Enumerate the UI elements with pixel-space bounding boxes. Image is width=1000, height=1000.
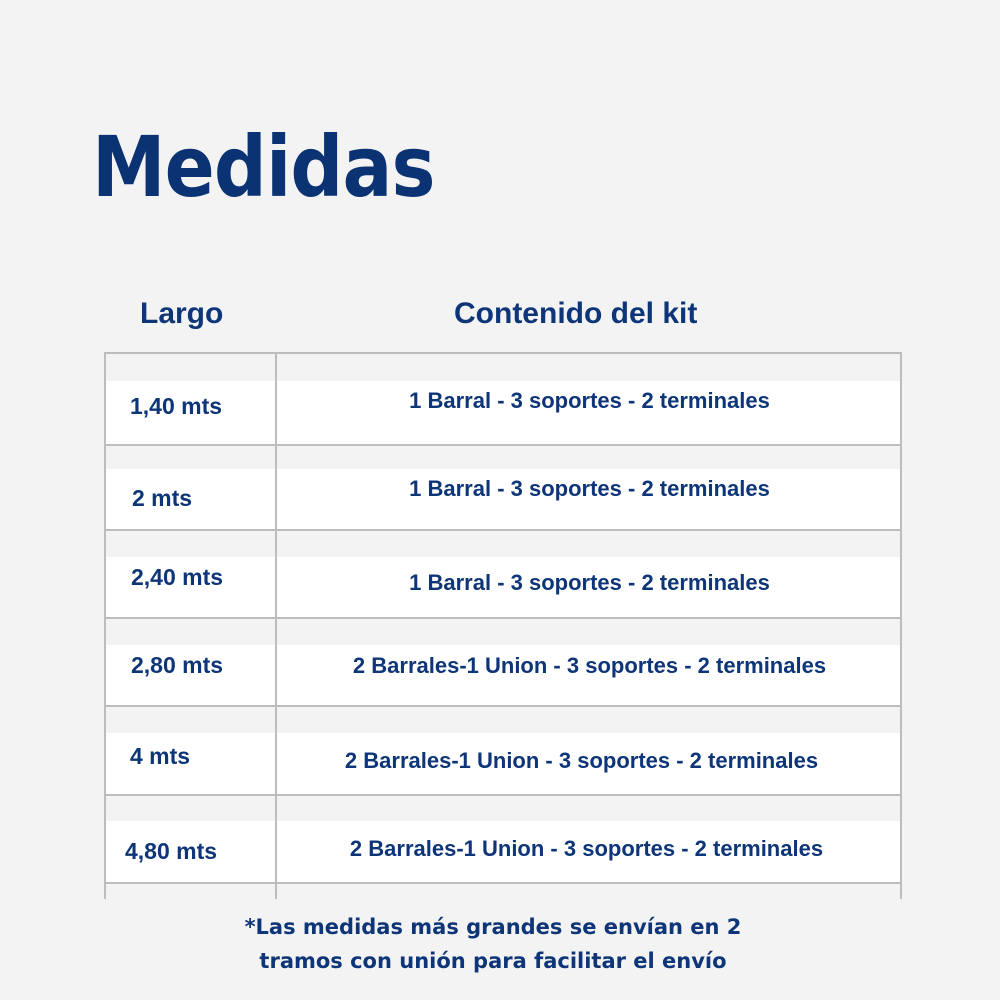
table-cell-largo: 2,40 mts — [131, 564, 224, 590]
grid-line — [275, 352, 277, 899]
column-header-contenido: Contenido del kit — [454, 297, 698, 330]
shipping-note-line-2: tramos con unión para facilitar el envío — [259, 949, 727, 973]
grid-line — [105, 794, 902, 796]
shipping-note-line-1: *Las medidas más grandes se envían en 2 — [244, 915, 742, 939]
table-cell-contenido: 2 Barrales-1 Union - 3 soportes - 2 terminales — [344, 748, 819, 773]
grid-line — [105, 352, 902, 354]
table-cell-largo: 1,40 mts — [130, 393, 223, 419]
grid-line — [105, 705, 902, 707]
grid-line — [105, 882, 902, 884]
grid-line — [104, 352, 106, 899]
grid-line — [105, 617, 902, 619]
grid-line — [105, 529, 902, 531]
grid-line — [900, 352, 902, 899]
table-cell-contenido: 1 Barral - 3 soportes - 2 terminales — [409, 570, 770, 595]
grid-line — [105, 444, 902, 446]
table-cell-largo: 4 mts — [130, 743, 191, 769]
table-cell-contenido: 2 Barrales-1 Union - 3 soportes - 2 terminales — [352, 653, 827, 678]
table-cell-largo: 4,80 mts — [125, 838, 218, 864]
table-cell-contenido: 1 Barral - 3 soportes - 2 terminales — [409, 388, 770, 413]
table-cell-largo: 2,80 mts — [131, 652, 224, 678]
table-cell-contenido: 2 Barrales-1 Union - 3 soportes - 2 terminales — [349, 836, 824, 861]
column-header-largo: Largo — [140, 297, 224, 330]
page-title: Medidas — [92, 118, 435, 216]
table-cell-contenido: 1 Barral - 3 soportes - 2 terminales — [409, 476, 770, 501]
table-cell-largo: 2 mts — [132, 485, 193, 511]
shipping-note — [0, 910, 986, 978]
